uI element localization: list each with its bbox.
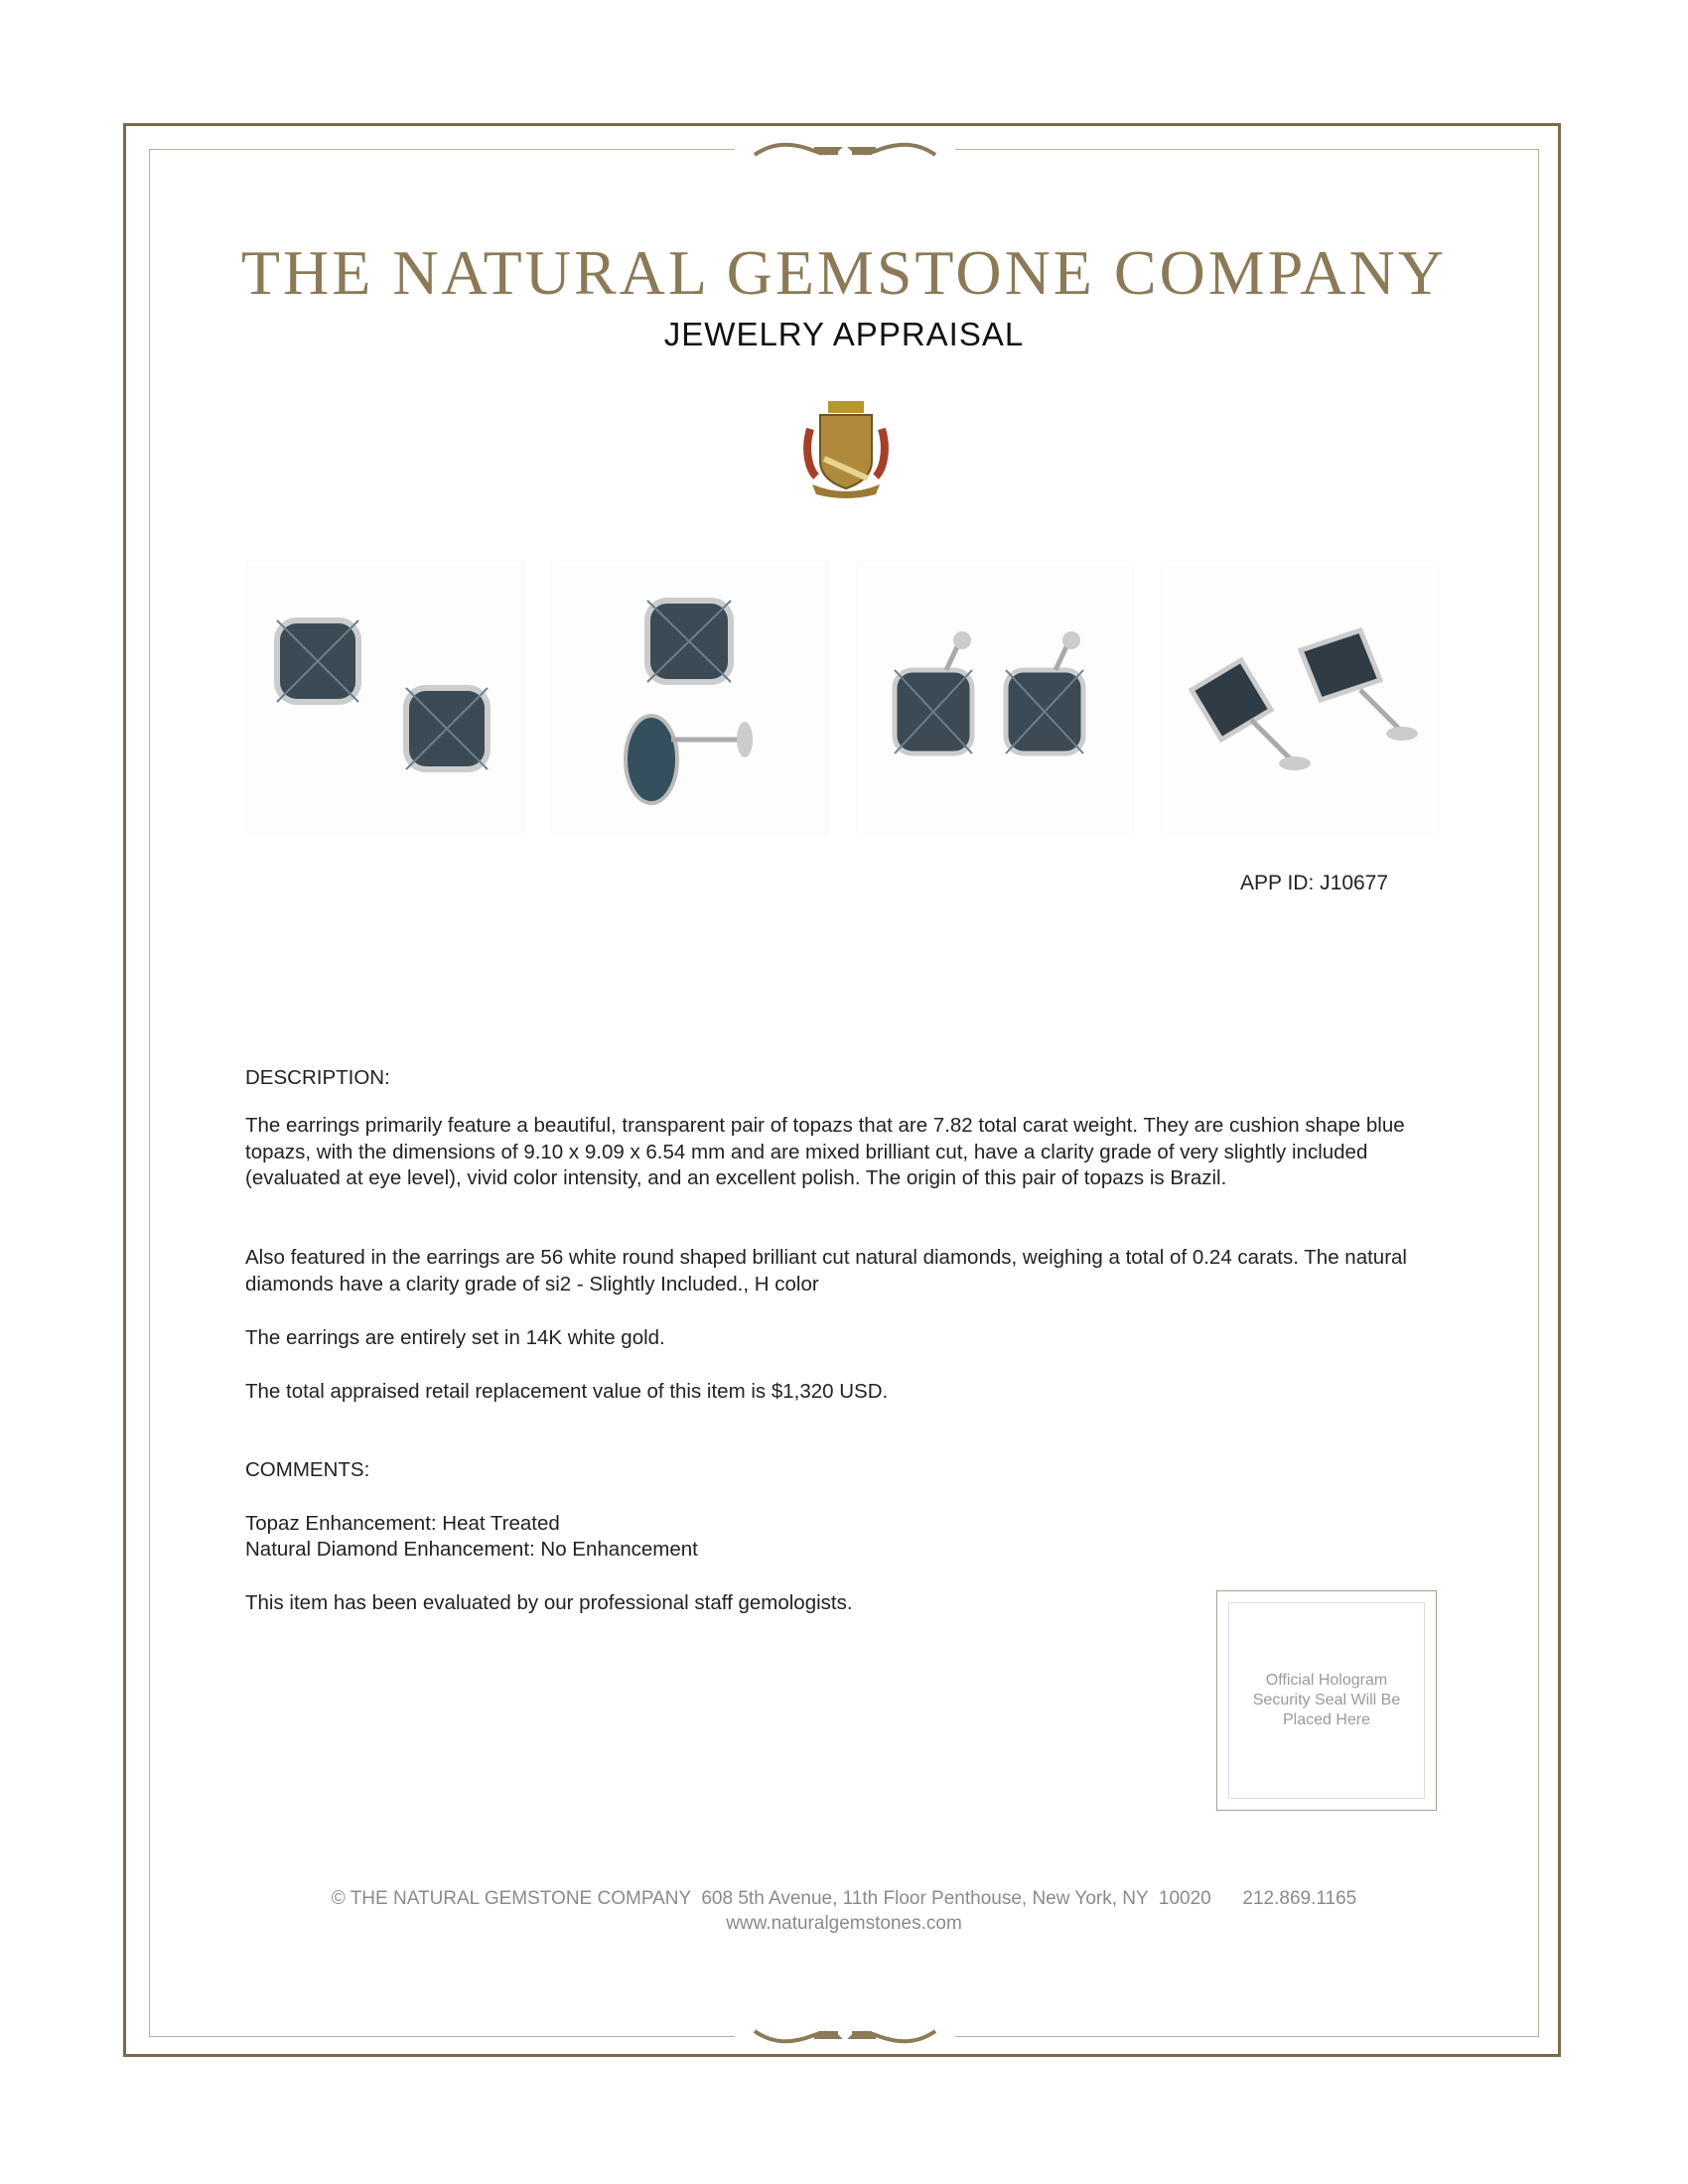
flourish-ornament-bottom-icon <box>735 2021 955 2051</box>
description-paragraph-metal: The earrings are entirely set in 14K white gold. <box>245 1326 665 1349</box>
comment-topaz-enhancement: Topaz Enhancement: Heat Treated <box>245 1512 560 1535</box>
description-paragraph-topaz: The earrings primarily feature a beautiful, transparent pair of topazs that are 7.82 total carat weight. They are cushion shape blue topazs, with the dimensions of 9.10 x 9.09 x 6.54 mm and are mixed brilliant cut, have a clarity grade of very slightly included (evaluated at eye level), vivid color intensity, and an excellent polish. The origin of this pair of topazs is Brazil. <box>245 1114 1405 1190</box>
gemologist-note: This item has been evaluated by our professional staff gemologists. <box>245 1591 853 1614</box>
flourish-ornament-top-icon <box>735 133 955 163</box>
footer-address: © THE NATURAL GEMSTONE COMPANY 608 5th Avenue, 11th Floor Penthouse, New York, NY 10020 212.869.1165 <box>331 1888 1357 1909</box>
footer-website[interactable]: www.naturalgemstones.com <box>726 1913 962 1934</box>
document-subtitle: JEWELRY APPRAISAL <box>663 316 1025 352</box>
description-paragraph-diamonds: Also featured in the earrings are 56 white round shaped brilliant cut natural diamonds, weighing a total of 0.24 carats. The natural diamonds have a clarity grade of si2 - Slightly Included., H color <box>245 1246 1407 1296</box>
appraisal-id: APP ID: J10677 <box>1240 872 1389 894</box>
comments-heading: COMMENTS: <box>245 1458 370 1481</box>
description-heading: DESCRIPTION: <box>245 1066 390 1089</box>
earrings-angle-photo <box>857 561 1133 833</box>
seal-text: Official Hologram Security Seal Will Be Placed Here <box>1228 1602 1425 1799</box>
earrings-front-photo <box>247 561 523 833</box>
hologram-seal-placeholder <box>1216 1590 1437 1811</box>
comment-diamond-enhancement: Natural Diamond Enhancement: No Enhancement <box>245 1538 698 1561</box>
company-crest-logo-icon <box>802 399 890 498</box>
earrings-back-photo <box>1162 561 1438 833</box>
earrings-side-photo <box>552 561 828 833</box>
company-title: THE NATURAL GEMSTONE COMPANY <box>240 237 1448 308</box>
description-paragraph-value: The total appraised retail replacement value of this item is $1,320 USD. <box>245 1380 889 1403</box>
